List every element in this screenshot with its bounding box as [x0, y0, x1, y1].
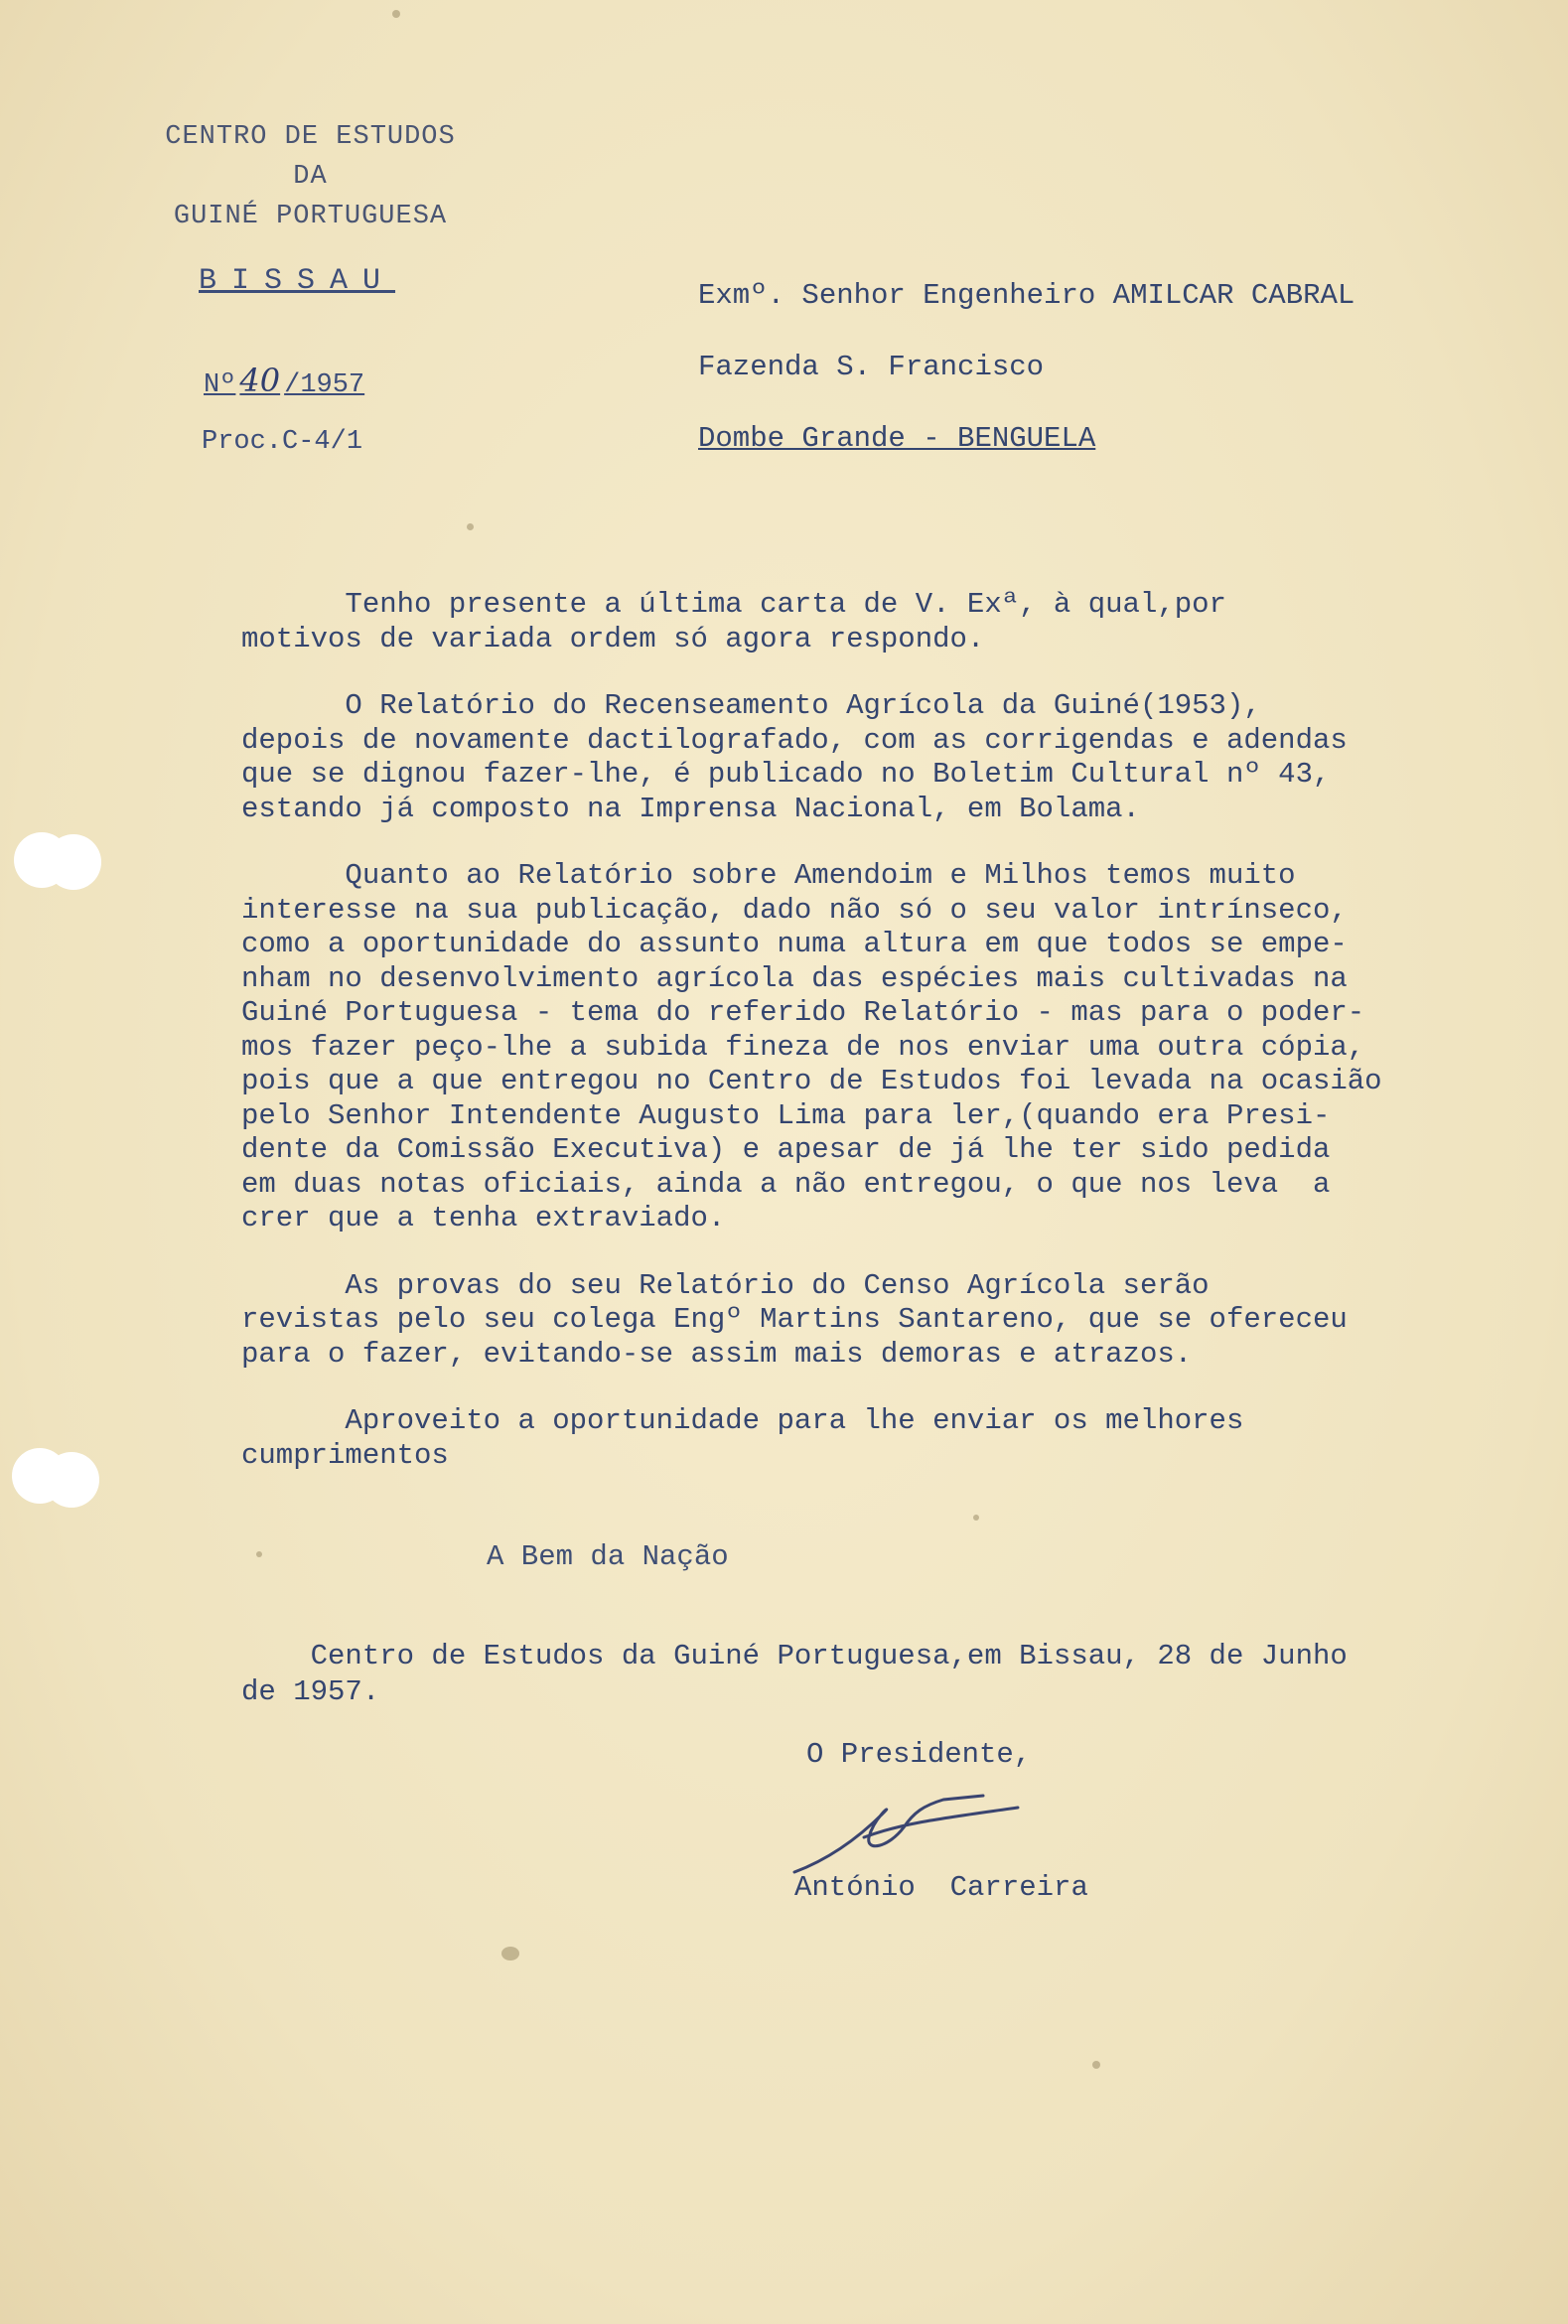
body-line: que se dignou fazer-lhe, é publicado no Boletim Cultural nº 43, — [241, 758, 1331, 791]
body-line: para o fazer, evitando-se assim mais demoras e atrazos. — [241, 1337, 1193, 1371]
body-line: Tenho presente a última carta de V. Exª, à qual,por — [241, 588, 1226, 621]
paragraph-4 — [241, 1269, 1562, 1373]
punch-hole — [44, 1452, 99, 1508]
paragraph-3 — [241, 859, 1562, 1236]
letterhead-line-1: CENTRO DE ESTUDOS — [165, 122, 456, 152]
president-label: O Presidente, — [806, 1738, 1032, 1771]
paper-speck — [501, 1947, 519, 1961]
body-line: mos fazer peço-lhe a subida fineza de nos enviar uma outra cópia, — [241, 1030, 1365, 1064]
body-line: As provas do seu Relatório do Censo Agrícola serão — [241, 1268, 1210, 1302]
reference-number-handwritten: 40 — [239, 362, 281, 399]
paragraph-5 — [241, 1404, 1562, 1473]
dateline-line: de 1957. — [241, 1675, 380, 1708]
punch-hole — [46, 834, 101, 890]
addressee-line-3: Dombe Grande - BENGUELA — [698, 422, 1096, 455]
paragraph-1 — [241, 588, 1562, 656]
body-line: O Relatório do Recenseamento Agrícola da Guiné(1953), — [241, 689, 1261, 722]
letterhead-city: BISSAU — [199, 264, 396, 298]
body-line: interesse na sua publicação, dado não só o seu valor intrínseco, — [241, 893, 1348, 927]
addressee-block — [698, 260, 1354, 475]
reference-number-prefix: Nº — [204, 370, 236, 400]
body-line: crer que a tenha extraviado. — [241, 1202, 726, 1235]
body-line: cumprimentos — [241, 1438, 449, 1472]
paper-speck — [973, 1515, 979, 1521]
process-reference: Proc.C-4/1 — [202, 427, 363, 457]
addressee-line-1: Exmº. Senhor Engenheiro AMILCAR CABRAL — [698, 279, 1355, 312]
body-line: pois que a que entregou no Centro de Estudos foi levada na ocasião — [241, 1065, 1382, 1097]
paper-speck — [1092, 2061, 1100, 2069]
letter-body — [241, 588, 1562, 1506]
body-line: como a oportunidade do assunto numa altura em que todos se empe- — [241, 928, 1348, 960]
signer-name: António Carreira — [794, 1871, 1088, 1904]
body-line: dente da Comissão Executiva) e apesar de já lhe ter sido pedida — [241, 1133, 1331, 1166]
paper-speck — [256, 1551, 262, 1557]
dateline-line: Centro de Estudos da Guiné Portuguesa,em Bissau, 28 de Junho — [241, 1640, 1348, 1672]
paper-speck — [392, 10, 400, 18]
letterhead — [139, 117, 482, 236]
dateline — [241, 1639, 1348, 1710]
body-line: em duas notas oficiais, ainda a não entregou, o que nos leva a — [241, 1167, 1331, 1201]
paragraph-2 — [241, 689, 1562, 826]
closing-salutation: A Bem da Nação — [487, 1540, 729, 1573]
body-line: Aproveito a oportunidade para lhe enviar os melhores — [241, 1404, 1244, 1437]
body-line: estando já composto na Imprensa Nacional, em Bolama. — [241, 792, 1140, 825]
letterhead-line-2: DA — [293, 162, 328, 192]
addressee-line-2: Fazenda S. Francisco — [698, 351, 1045, 383]
body-line: Quanto ao Relatório sobre Amendoim e Milhos temos muito — [241, 859, 1296, 892]
letterhead-line-3: GUINÉ PORTUGUESA — [173, 202, 448, 231]
body-line: Guiné Portuguesa - tema do referido Relatório - mas para o poder- — [241, 996, 1365, 1029]
body-line: pelo Senhor Intendente Augusto Lima para ler,(quando era Presi- — [241, 1098, 1331, 1132]
body-line: nham no desenvolvimento agrícola das espécies mais cultivadas na — [241, 961, 1348, 995]
reference-number — [204, 362, 364, 400]
paper-speck — [467, 523, 474, 530]
body-line: motivos de variada ordem só agora respondo. — [241, 622, 985, 655]
body-line: revistas pelo seu colega Engº Martins Santareno, que se ofereceu — [241, 1303, 1348, 1336]
body-line: depois de novamente dactilografado, com as corrigendas e adendas — [241, 723, 1348, 757]
reference-number-year: /1957 — [284, 370, 365, 400]
